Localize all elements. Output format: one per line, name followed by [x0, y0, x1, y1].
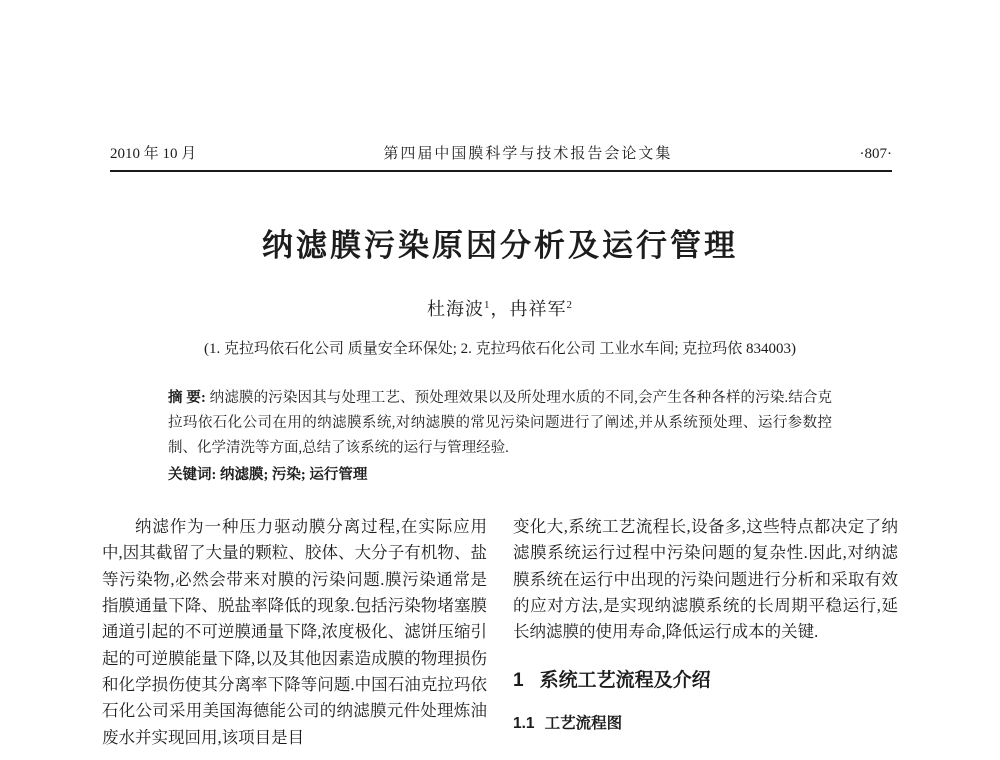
page-number: ·807·: [859, 146, 892, 162]
keywords-text: 纳滤膜; 污染; 运行管理: [219, 466, 368, 483]
left-column: [102, 514, 487, 752]
right-column: [513, 514, 898, 752]
author-2-affiliation-mark: 2: [566, 299, 573, 311]
keywords-label: 关键词:: [168, 466, 217, 483]
section-1-heading: [513, 666, 898, 696]
section-1-1-title: 工艺流程图: [544, 715, 623, 733]
abstract-paragraph: [168, 386, 832, 461]
section-1-1-number: 1.1: [513, 715, 535, 733]
right-column-paragraph: 变化大,系统工艺流程长,设备多,这些特点都决定了纳滤膜系统运行过程中污染问题的复杂性.因此,对纳滤膜系统在运行中出现的污染问题进行分析和采取有效的应对方法,是实现纳滤膜系统的长周期平稳运行,延长纳滤膜的使用寿命,降低运行成本的关键.: [513, 516, 899, 642]
authors-line: [0, 295, 1000, 321]
author-separator: ，: [490, 299, 510, 319]
author-1: 杜海波: [427, 299, 484, 319]
abstract-text: 纳滤膜的污染因其与处理工艺、预处理效果以及所处理水质的不同,会产生各种各样的污染.结合克拉玛依石化公司在用的纳滤膜系统,对纳滤膜的常见污染问题进行了阐述,并从系统预处理、运行参数控制、化学清洗等方面,总结了该系统的运行与管理经验.: [168, 390, 833, 456]
header-rule: [110, 170, 892, 172]
author-2: 冉祥军: [509, 299, 567, 319]
journal-title: 第四届中国膜科学与技术报告会论文集: [383, 146, 673, 162]
article-title: 纳滤膜污染原因分析及运行管理: [262, 228, 738, 263]
section-1-title: 系统工艺流程及介绍: [539, 669, 711, 691]
abstract-block: [168, 386, 832, 488]
left-column-paragraph: 纳滤作为一种压力驱动膜分离过程,在实际应用中,因其截留了大量的颗粒、胶体、大分子有机物、盐等污染物,必然会带来对膜的污染问题.膜污染通常是指膜通量下降、脱盐率降低的现象.包括污染物堵塞膜通道引起的不可逆膜通量下降,浓度极化、滤饼压缩引起的可逆膜能量下降,以及其他因素造成膜的物理损伤和化学损伤使其分离率下降等问题.中国石油克拉玛依石化公司采用美国海德能公司的纳滤膜元件处理炼油废水并实现回用,该项目是目: [102, 516, 487, 747]
section-1-number: 1: [513, 669, 524, 691]
abstract-label: 摘 要:: [168, 390, 206, 406]
section-1-1-heading: [513, 712, 898, 737]
issue-date: 2010 年 10 月: [110, 146, 197, 162]
body-columns: [102, 514, 898, 752]
keywords-line: [168, 463, 832, 488]
running-head: [110, 142, 892, 163]
affiliation-line: (1. 克拉玛依石化公司 质量安全环保处; 2. 克拉玛依石化公司 工业水车间; 克拉玛依 834003): [203, 341, 797, 357]
author-1-affiliation-mark: 1: [484, 299, 491, 311]
